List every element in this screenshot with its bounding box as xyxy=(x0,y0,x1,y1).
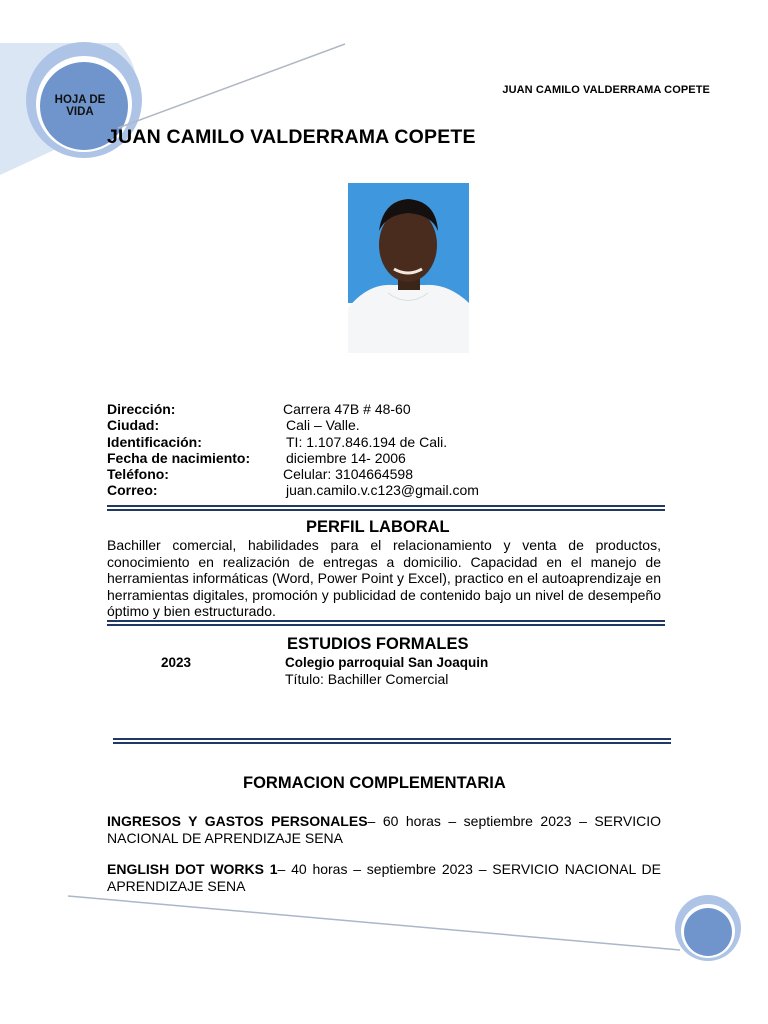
correo-value: juan.camilo.v.c123@gmail.com xyxy=(286,482,479,499)
footer-decoration xyxy=(0,880,768,1024)
correo-label: Correo: xyxy=(107,482,158,499)
formacion-item-detail: – 40 horas – septiembre 2023 – SERVICIO NACIONAL DE APRENDIZAJE SENA xyxy=(107,861,661,894)
direccion-value: Carrera 47B # 48-60 xyxy=(283,401,411,417)
formacion-item-name: INGRESOS Y GASTOS PERSONALES xyxy=(107,813,368,829)
estudios-degree: Título: Bachiller Comercial xyxy=(285,671,449,687)
contact-info xyxy=(107,401,607,499)
formacion-title: FORMACION COMPLEMENTARIA xyxy=(243,774,506,792)
contact-row-ciudad xyxy=(107,417,607,433)
badge-label: HOJA DE VIDA xyxy=(54,94,106,118)
section-divider xyxy=(107,505,665,512)
estudios-title: ESTUDIOS FORMALES xyxy=(287,635,469,653)
formacion-item xyxy=(107,813,661,846)
formacion-item-name: ENGLISH DOT WORKS 1 xyxy=(107,861,278,877)
contact-row-identificacion xyxy=(107,434,607,450)
estudios-year: 2023 xyxy=(161,655,192,670)
identificacion-value: TI: 1.107.846.194 de Cali. xyxy=(286,433,448,450)
formacion-item-detail: – 60 horas – septiembre 2023 – SERVICIO NACIONAL DE APRENDIZAJE SENA xyxy=(107,813,661,846)
contact-row-nacimiento xyxy=(107,450,607,466)
contact-row-telefono xyxy=(107,466,607,482)
contact-row-direccion xyxy=(107,401,607,417)
direccion-label: Dirección: xyxy=(107,401,176,417)
ciudad-value: Cali – Valle. xyxy=(286,417,360,434)
contact-row-correo xyxy=(107,482,607,498)
header-name: JUAN CAMILO VALDERRAMA COPETE xyxy=(502,84,710,96)
identificacion-label: Identificación: xyxy=(107,433,202,450)
nacimiento-label: Fecha de nacimiento: xyxy=(107,449,251,466)
section-divider xyxy=(113,738,671,745)
ciudad-label: Ciudad: xyxy=(107,417,160,434)
telefono-label: Teléfono: xyxy=(107,466,169,483)
profile-photo xyxy=(348,183,469,353)
perfil-title: PERFIL LABORAL xyxy=(306,518,450,536)
telefono-value: Celular: 3104664598 xyxy=(283,466,413,483)
section-divider xyxy=(107,620,665,627)
estudios-school: Colegio parroquial San Joaquin xyxy=(285,655,489,670)
page-title: JUAN CAMILO VALDERRAMA COPETE xyxy=(107,126,476,148)
perfil-text: Bachiller comercial, habilidades para el relacionamiento y venta de productos, conocimiento en realización de entregas a domicilio. Capacidad en el manejo de herramientas informáticas (Word, Power Point y Excel), practico en el autoaprendizaje en herramientas digitales, promoción y publicidad de contenido bajo un nivel de desempeño óptimo y bien estructurado. xyxy=(107,537,661,620)
nacimiento-value: diciembre 14- 2006 xyxy=(286,449,406,466)
